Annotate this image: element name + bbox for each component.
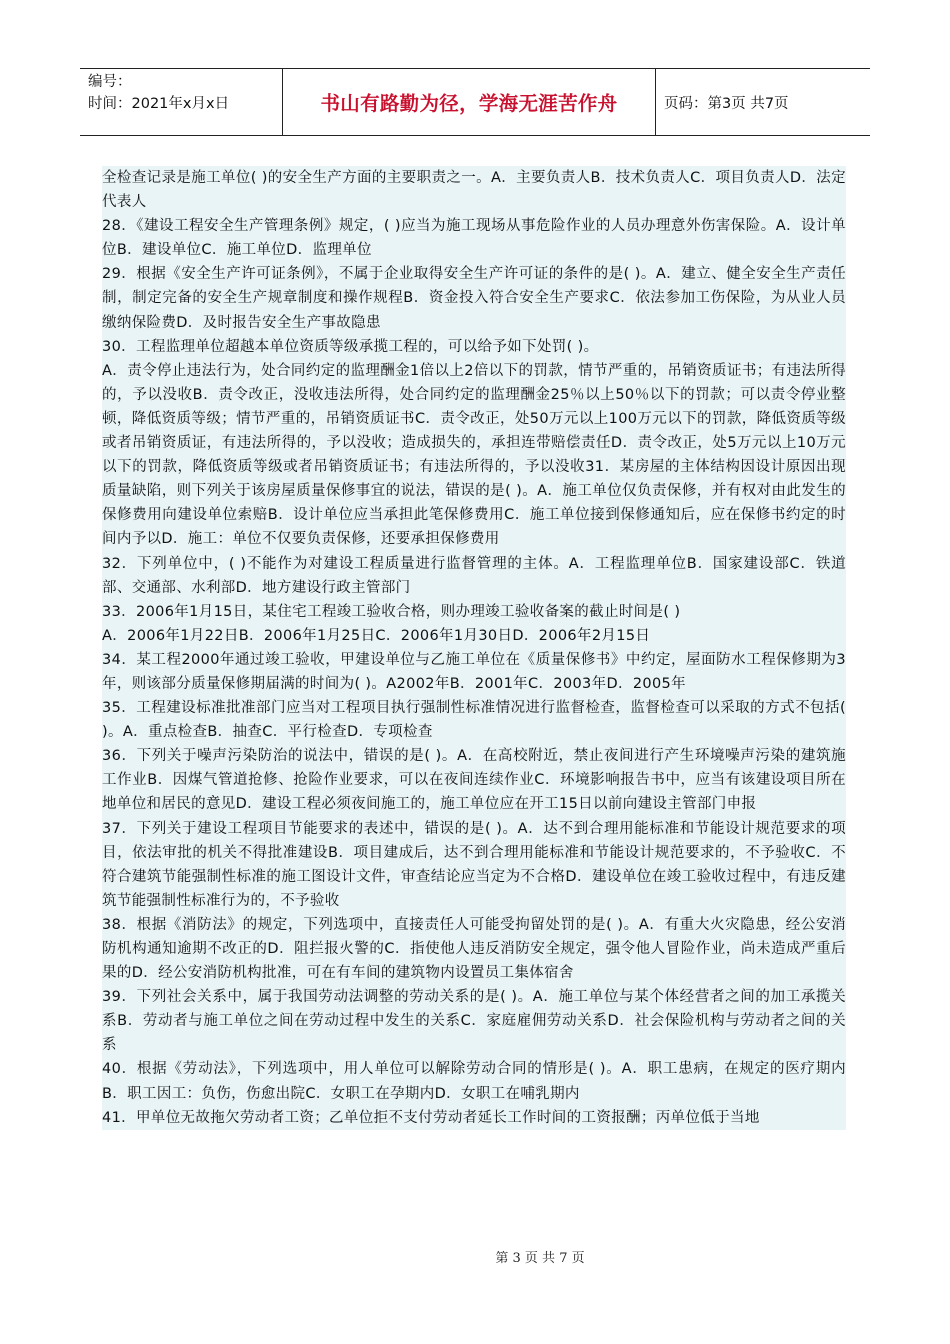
page-footer: 第 3 页 共 7 页 — [495, 1251, 585, 1266]
paragraph: 全检查记录是施工单位( )的安全生产方面的主要职责之一。A．主要负责人B．技术负责人C．项目负责人D．法定代表人 — [102, 170, 846, 211]
paragraph: 30．工程监理单位超越本单位资质等级承揽工程的，可以给予如下处罚( )。 — [102, 338, 599, 355]
paragraph: 38．根据《消防法》的规定，下列选项中，直接责任人可能受拘留处罚的是( )。A．有重大火灾隐患，经公安消防机构通知逾期不改正的D．阻拦报火警的C．指使他人违反消防安全规定，强令他人冒险作业，尚未造成严重后果的D．经公安消防机构批准，可在有车间的建筑物内设置员工集体宿舍 — [102, 916, 846, 982]
paragraph: 33．2006年1月15日，某住宅工程竣工验收合格，则办理竣工验收备案的截止时间是( ) — [102, 603, 681, 620]
header-motto: 书山有路勤为径，学海无涯苦作舟 — [282, 69, 656, 135]
paragraph: 29．根据《安全生产许可证条例》，不属于企业取得安全生产许可证的条件的是( )。A．建立、健全安全生产责任制，制定完备的安全生产规章制度和操作规程B．资金投入符合安全生产要求C．依法参加工伤保险，为从业人员缴纳保险费D．及时报告安全生产事故隐患 — [102, 266, 846, 331]
paragraph: 39．下列社会关系中，属于我国劳动法调整的劳动关系的是( )。A．施工单位与某个体经营者之间的加工承揽关系B．劳动者与施工单位之间在劳动过程中发生的关系C．家庭雇佣劳动关系D．社会保险机构与劳动者之间的关系 — [102, 989, 846, 1054]
page-header — [80, 68, 870, 136]
paragraph: 32．下列单位中，( )不能作为对建设工程质量进行监督管理的主体。A．工程监理单位B．国家建设部C．铁道部、交通部、水利部D．地方建设行政主管部门 — [102, 555, 846, 596]
header-meta — [80, 69, 282, 135]
paragraph: 28．《建设工程安全生产管理条例》规定，( )应当为施工现场从事危险作业的人员办理意外伤害保险。A．设计单位B．建设单位C．施工单位D．监理单位 — [102, 218, 846, 259]
header-page-number: 页码：第3页 共7页 — [664, 95, 789, 112]
paragraph: 37．下列关于建设工程项目节能要求的表述中，错误的是( )。A．达不到合理用能标准和节能设计规范要求的项目，依法审批的机关不得批准建设B．项目建成后，达不到合理用能标准和节能设计规范要求的，不予验收C．不符合建筑节能强制性标准的施工图设计文件，审查结论应当定为不合格D．建设单位在竣工验收过程中，有违反建筑节能强制性标准行为的，不予验收 — [102, 820, 846, 909]
document-number-label: 编号： — [88, 74, 132, 90]
document-date-label: 时间：2021年x月x日 — [88, 96, 230, 112]
paragraph: 35．工程建设标准批准部门应当对工程项目执行强制性标准情况进行监督检查，监督检查可以采取的方式不包括( )。A．重点检查B．抽查C．平行检查D．专项检查 — [102, 700, 846, 741]
document-body — [102, 166, 846, 1130]
paragraph: 34．某工程2000年通过竣工验收，甲建设单位与乙施工单位在《质量保修书》中约定，屋面防水工程保修期为3年，则该部分质量保修期届满的时间为( )。A2002年B．2001年C．2003年D．2005年 — [102, 651, 846, 692]
paragraph: 40．根据《劳动法》，下列选项中，用人单位可以解除劳动合同的情形是( )。A．职工患病，在规定的医疗期内B．职工因工：负伤，伤愈出院C．女职工在孕期内D．女职工在哺乳期内 — [102, 1061, 846, 1102]
paragraph: 41．甲单位无故拖欠劳动者工资；乙单位拒不支付劳动者延长工作时间的工资报酬；丙单位低于当地 — [102, 1109, 760, 1126]
paragraph: 36．下列关于噪声污染防治的说法中，错误的是( )。A．在高校附近，禁止夜间进行产生环境噪声污染的建筑施工作业B．因煤气管道抢修、抢险作业要求，可以在夜间连续作业C．环境影响报告书中，应当有该建设项目所在地单位和居民的意见D．建设工程必须夜间施工的，施工单位应在开工15日以前向建设主管部门申报 — [102, 748, 846, 813]
paragraph: A．责令停止违法行为，处合同约定的监理酬金1倍以上2倍以下的罚款，情节严重的，吊销资质证书；有违法所得的，予以没收B．责令改正，没收违法所得，处合同约定的监理酬金25％以上50％以下的罚款；可以责令停业整顿，降低资质等级；情节严重的，吊销资质证书C．责令改正，处50万元以上100万元以下的罚款，降低资质等级或者吊销资质证，有违法所得的，予以没收；造成损失的，承担连带赔偿责任D．责令改正，处5万元以上10万元以下的罚款，降低资质等级或者吊销资质证书；有违法所得的，予以没收31．某房屋的主体结构因设计原因出现质量缺陷，则下列关于该房屋质量保修事宜的说法，错误的是( )。A．施工单位仅负责保修，并有权对由此发生的保修费用向建设单位索赔B．设计单位应当承担此笔保修费用C．施工单位接到保修通知后，应在保修书约定的时间内予以D．施工：单位不仅要负责保修，还要承担保修费用 — [102, 362, 846, 548]
paragraph: A．2006年1月22日B．2006年1月25日C．2006年1月30日D．2006年2月15日 — [102, 627, 651, 644]
